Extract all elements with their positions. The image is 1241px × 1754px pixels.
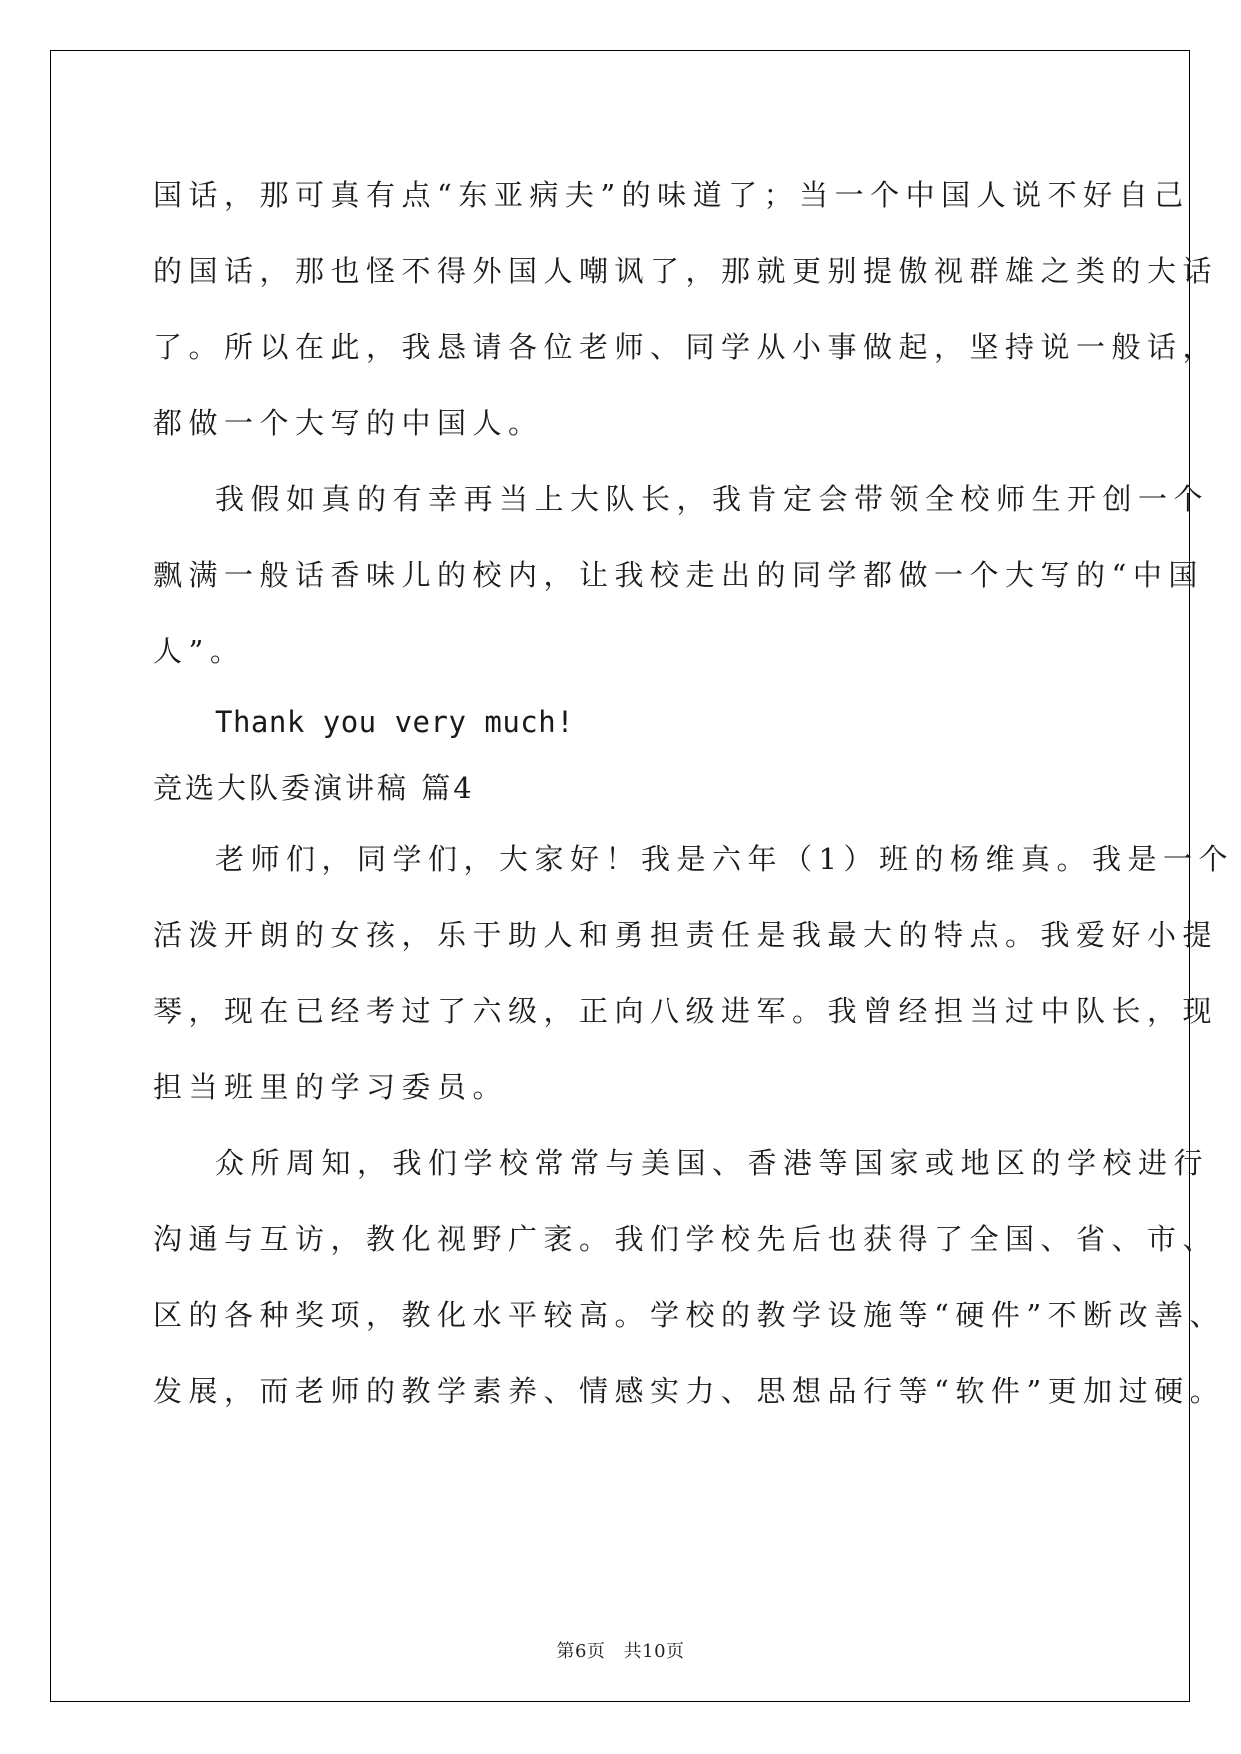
text-line: 区的各种奖项，教化水平较高。学校的教学设施等“硬件”不断改善、 bbox=[153, 1298, 1226, 1332]
text-line: Thank you very much! bbox=[215, 705, 575, 739]
text-line: 飘满一般话香味儿的校内，让我校走出的同学都做一个大写的“中国 bbox=[153, 558, 1204, 592]
text-line: 琴，现在已经考过了六级，正向八级进军。我曾经担当过中队长，现 bbox=[153, 994, 1219, 1028]
text-line: 都做一个大写的中国人。 bbox=[153, 406, 544, 440]
text-line: 人”。 bbox=[153, 634, 246, 668]
page-footer bbox=[0, 1637, 1241, 1663]
section-heading: 竞选大队委演讲稿 篇4 bbox=[153, 771, 475, 805]
text-line: 担当班里的学习委员。 bbox=[153, 1070, 509, 1104]
text-line: 活泼开朗的女孩，乐于助人和勇担责任是我最大的特点。我爱好小提 bbox=[153, 918, 1219, 952]
text-line: 发展，而老师的教学素养、情感实力、思想品行等“软件”更加过硬。 bbox=[153, 1374, 1226, 1408]
text-line: 老师们，同学们，大家好！我是六年（1）班的杨维真。我是一个 bbox=[215, 842, 1234, 876]
text-line: 国话，那可真有点“东亚病夫”的味道了；当一个中国人说不好自己 bbox=[153, 178, 1190, 212]
text-line: 众所周知，我们学校常常与美国、香港等国家或地区的学校进行 bbox=[215, 1146, 1210, 1180]
text-line: 沟通与互访，教化视野广袤。我们学校先后也获得了全国、省、市、 bbox=[153, 1222, 1219, 1256]
text-line: 了。所以在此，我恳请各位老师、同学从小事做起，坚持说一般话， bbox=[153, 330, 1219, 364]
current-page-number: 第6页 bbox=[556, 1641, 606, 1662]
document-body bbox=[153, 157, 1234, 1429]
text-line: 我假如真的有幸再当上大队长，我肯定会带领全校师生开创一个 bbox=[215, 482, 1210, 516]
text-line: 的国话，那也怪不得外国人嘲讽了，那就更别提傲视群雄之类的大话 bbox=[153, 254, 1219, 288]
total-pages: 共10页 bbox=[623, 1641, 685, 1662]
